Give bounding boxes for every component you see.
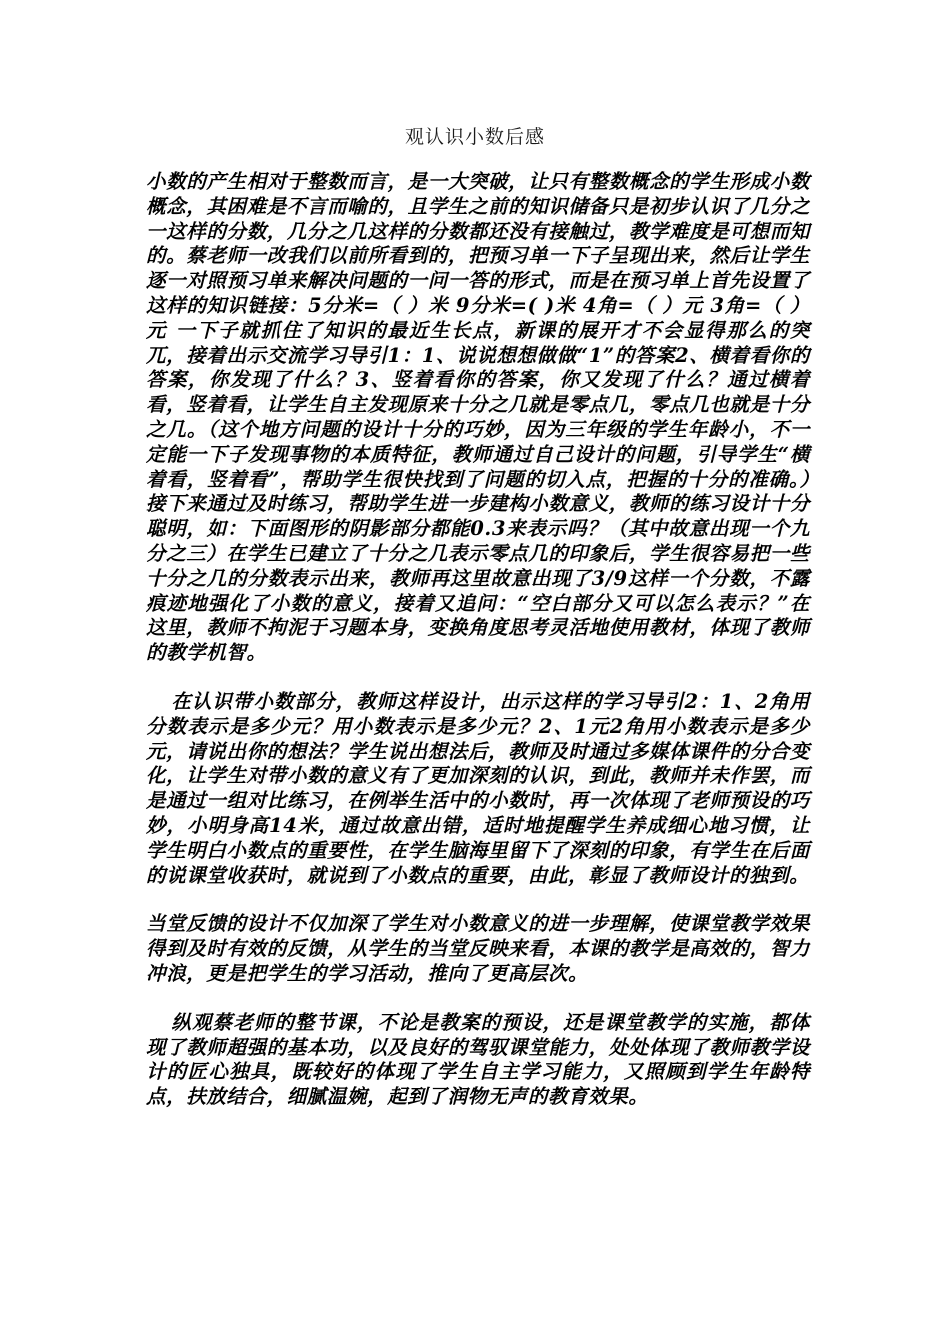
document-body [146, 170, 810, 1134]
paragraph-2: 在认识带小数部分，教师这样设计，出示这样的学习导引2：1、2角用分数表示是多少元？用小数表示是多少元？2、1元2角用小数表示是多少元，请说出你的想法？学生说出想法后，教师及时通过多媒体课件的分合变化，让学生对带小数的意义有了更加深刻的认识，到此，教师并未作罢，而是通过一组对比练习，在例举生活中的小数时，再一次体现了老师预设的巧妙，小明身高14米，通过故意出错，适时地提醒学生养成细心地习惯，让学生明白小数点的重要性，在学生脑海里留下了深刻的印象，有学生在后面的说课堂收获时，就说到了小数点的重要，由此，彰显了教师设计的独到。 [146, 689, 810, 887]
paragraph-4: 纵观蔡老师的整节课，不论是教案的预设，还是课堂教学的实施，都体现了教师超强的基本功，以及良好的驾驭课堂能力，处处体现了教师教学设计的匠心独具，既较好的体现了学生自主学习能力，又照顾到学生年龄特点，扶放结合，细腻温婉，起到了润物无声的教育效果。 [146, 1010, 810, 1109]
paragraph-3: 当堂反馈的设计不仅加深了学生对小数意义的进一步理解，使课堂教学效果得到及时有效的反馈，从学生的当堂反映来看，本课的教学是高效的，智力冲浪，更是把学生的学习活动，推向了更高层次。 [146, 912, 810, 985]
paragraph-1: 小数的产生相对于整数而言，是一大突破，让只有整数概念的学生形成小数概念，其困难是不言而喻的，且学生之前的知识储备只是初步认识了几分之一这样的分数，几分之几这样的分数都还没有接触过，教学难度是可想而知的。蔡老师一改我们以前所看到的，把预习单一下子呈现出来，然后让学生逐一对照预习单来解决问题的一问一答的形式，而是在预习单上首先设置了这样的知识链接：5分米=（ ）米 9分米=( )米 4角=（ ）元 3角=（ ）元 一下子就抓住了知识的最近生长点，新课的展开才不会显得那么的突兀，接着出示交流学习导引1：1、说说想想做做“1”的答案2、横着看你的答案，你发现了什么？3、竖着看你的答案，你又发现了什么？通过横着看，竖着看，让学生自主发现原来十分之几就是零点几，零点几也就是十分之几。（这个地方问题的设计十分的巧妙，因为三年级的学生年龄小，不一定能一下子发现事物的本质特征，教师通过自己设计的问题，引导学生“横着看，竖着看”，帮助学生很快找到了问题的切入点，把握的十分的准确。）接下来通过及时练习，帮助学生进一步建构小数意义，教师的练习设计十分聪明，如：下面图形的阴影部分都能0.3来表示吗？（其中故意出现一个九分之三）在学生已建立了十分之几表示零点几的印象后，学生很容易把一些十分之几的分数表示出来，教师再这里故意出现了3/9这样一个分数，不露痕迹地强化了小数的意义，接着又追问：“空白部分又可以怎么表示？”在这里，教师不拘泥于习题本身，变换角度思考灵活地使用教材，体现了教师的教学机智。 [146, 170, 810, 665]
document-title: 观认识小数后感 [404, 126, 545, 148]
